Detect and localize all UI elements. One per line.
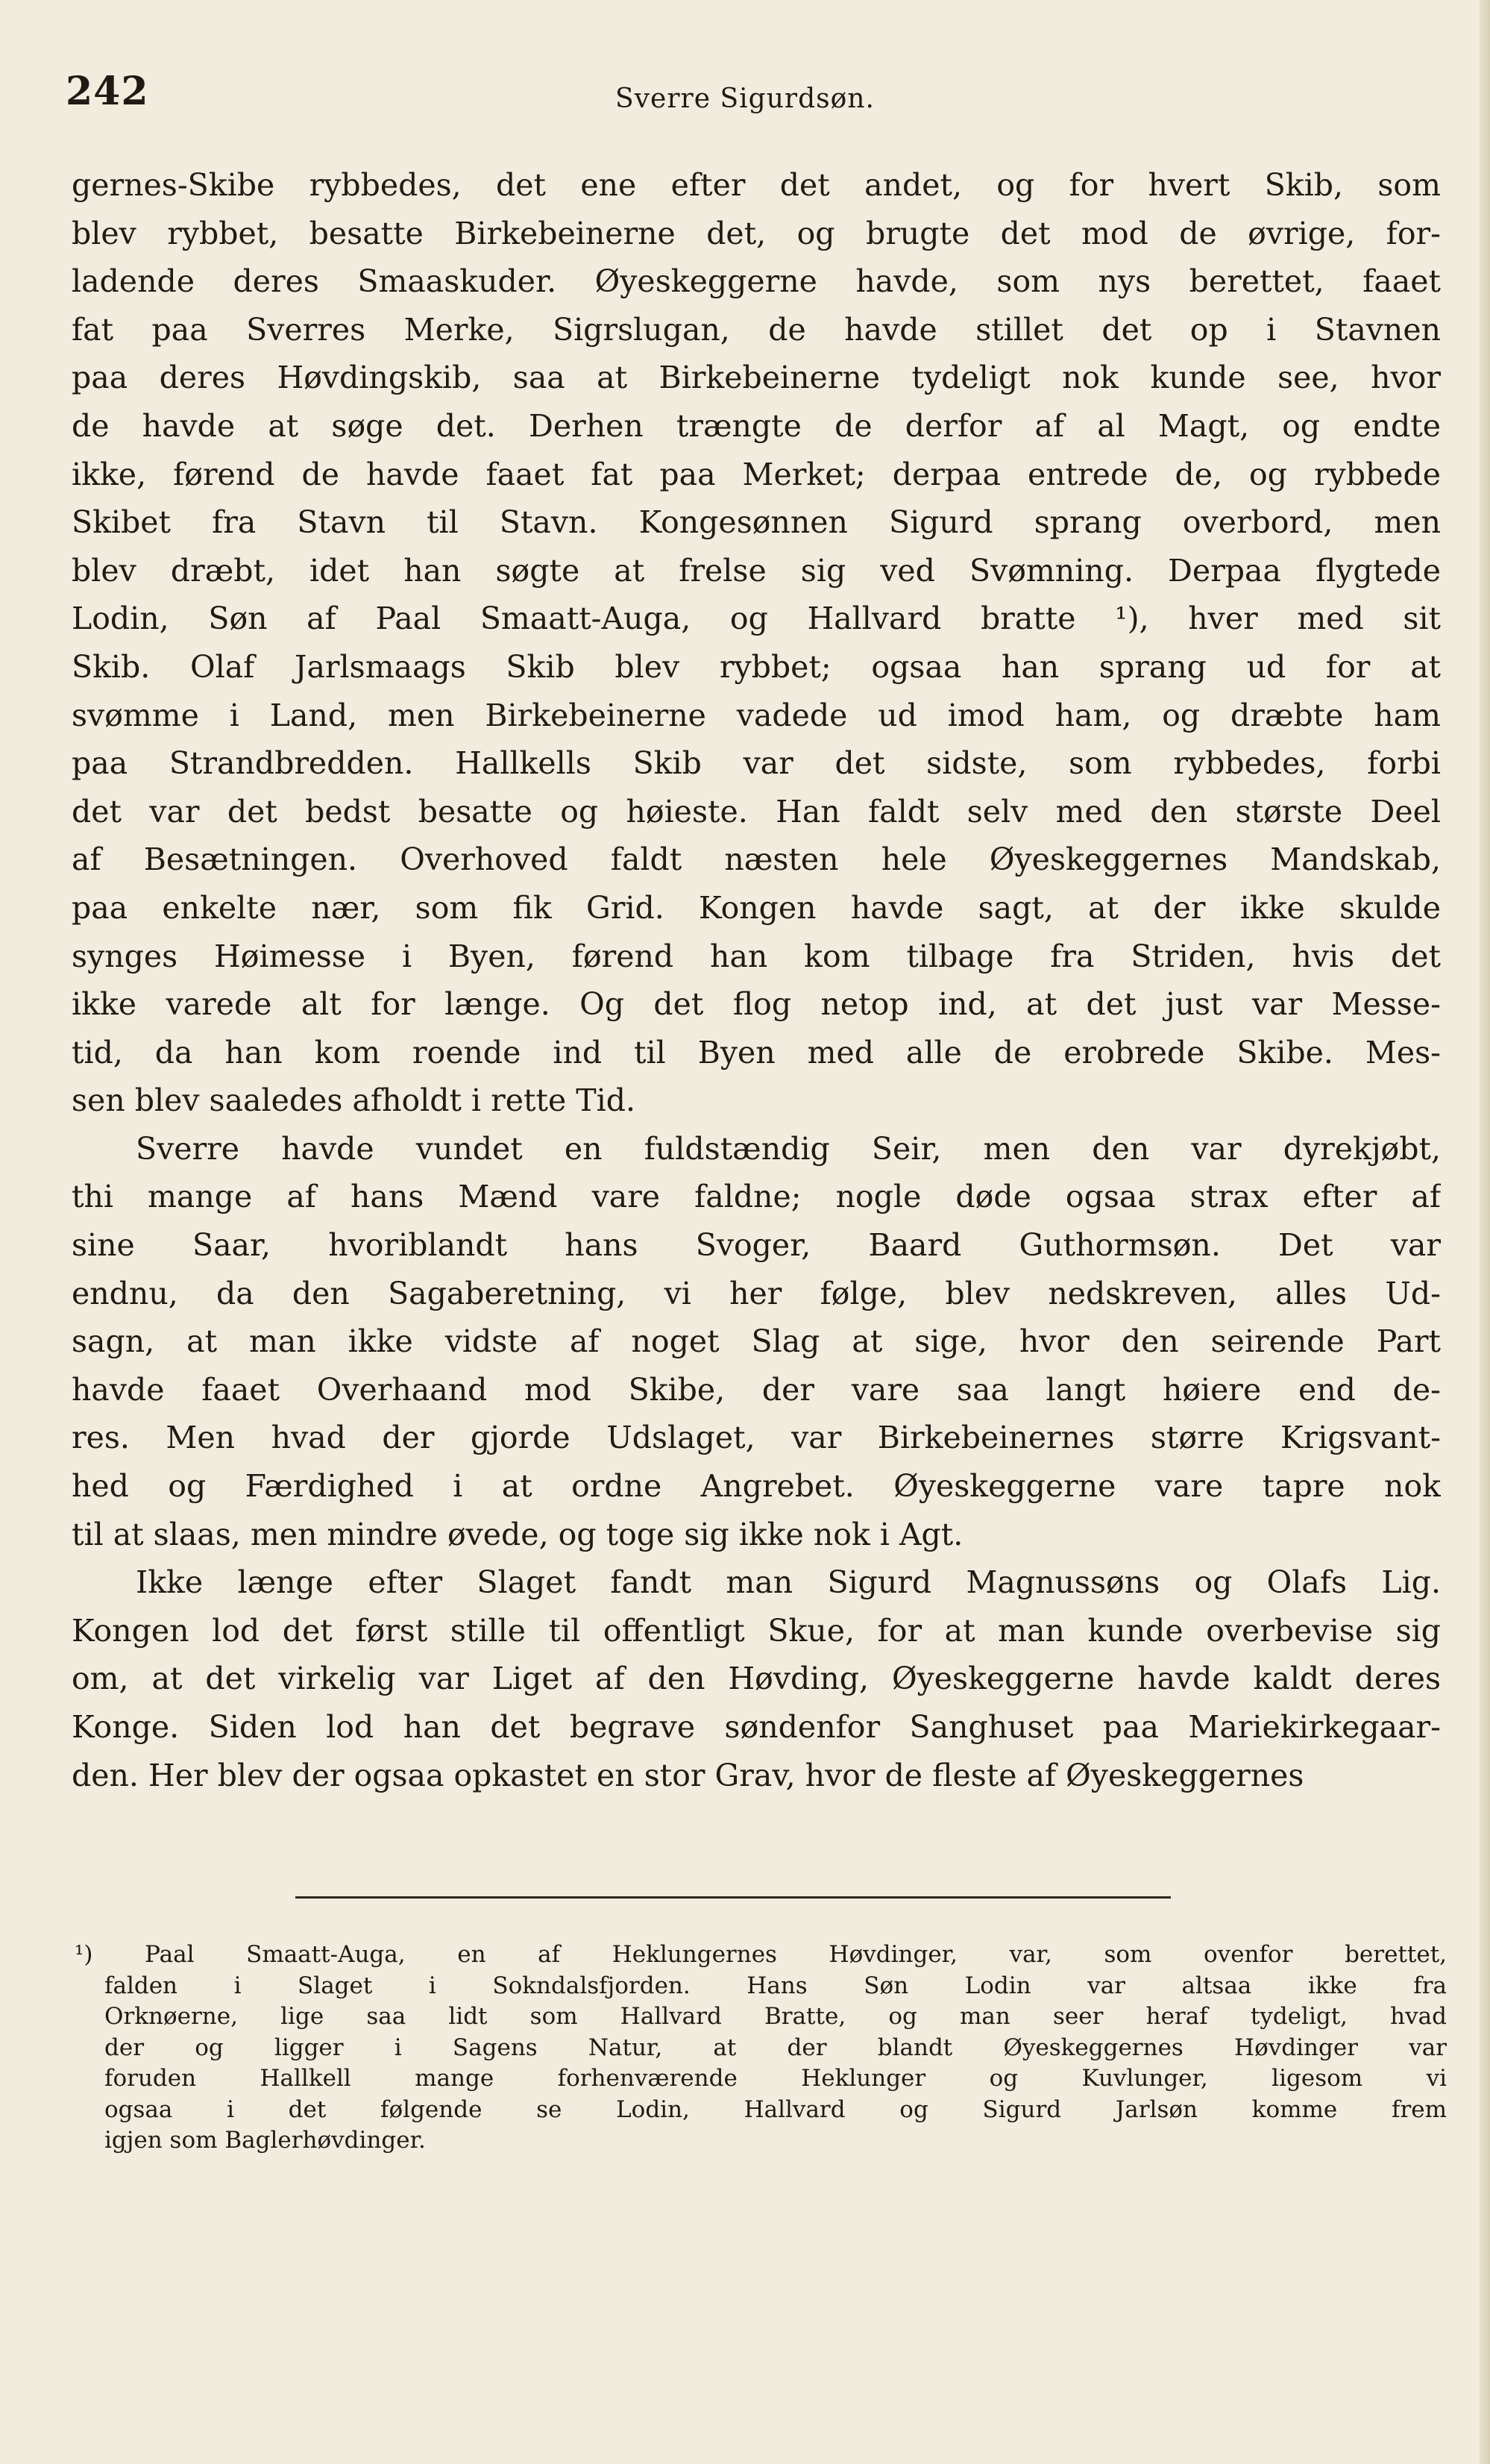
body-line: om, at det virkelig var Liget af den Høvding, Øyeskeggerne havde kaldt deres xyxy=(72,1661,1441,1697)
body-line: Skibet fra Stavn til Stavn. Kongesønnen Sigurd sprang overbord, men xyxy=(72,504,1441,541)
footnote-line: foruden Hallkell mange forhenværende Heklunger og Kuvlunger, ligesom vi xyxy=(104,2065,1447,2092)
body-line: Skib. Olaf Jarlsmaags Skib blev rybbet; ogsaa han sprang ud for at xyxy=(72,648,1441,685)
footnote-line: igjen som Baglerhøvdinger. xyxy=(104,2127,426,2154)
body-line: paa deres Høvdingskib, saa at Birkebeinerne tydeligt nok kunde see, hvor xyxy=(72,360,1441,396)
body-line: de havde at søge det. Derhen trængte de derfor af al Magt, og endte xyxy=(72,407,1441,444)
body-text xyxy=(72,161,1441,1799)
body-line: fat paa Sverres Merke, Sigrslugan, de havde stillet det op i Stavnen xyxy=(72,311,1441,348)
body-line: den. Her blev der ogsaa opkastet en stor Grav, hvor de fleste af Øyeskeggernes xyxy=(72,1757,1304,1793)
footnote-line: ogsaa i det følgende se Lodin, Hallvard og Sigurd Jarlsøn komme frem xyxy=(104,2095,1447,2123)
body-line: gernes-Skibe rybbedes, det ene efter det andet, og for hvert Skib, som xyxy=(72,167,1441,203)
body-line: hed og Færdighed i at ordne Angrebet. Øyeskeggerne vare tapre nok xyxy=(72,1468,1441,1505)
body-line: paa Strandbredden. Hallkells Skib var det sidste, som rybbedes, forbi xyxy=(72,745,1441,782)
page-number: 242 xyxy=(66,69,149,114)
body-line: thi mange af hans Mænd vare faldne; nogle døde ogsaa strax efter af xyxy=(72,1179,1441,1215)
running-title: Sverre Sigurdsøn. xyxy=(615,84,875,114)
footnote-line: ¹) Paal Smaatt-Auga, en af Heklungernes Høvdinger, var, som ovenfor berettet, xyxy=(75,1941,1447,1968)
body-line: sagn, at man ikke vidste af noget Slag at sige, hvor den seirende Part xyxy=(72,1323,1441,1360)
page-edge xyxy=(1480,0,1490,2464)
body-line: Sverre havde vundet en fuldstændig Seir, men den var dyrekjøbt, xyxy=(136,1130,1441,1167)
body-line: sen blev saaledes afholdt i rette Tid. xyxy=(72,1082,636,1119)
body-line: endnu, da den Sagaberetning, vi her følge, blev nedskreven, alles Ud- xyxy=(72,1275,1441,1311)
body-line: Konge. Siden lod han det begrave søndenfor Sanghuset paa Mariekirkegaar- xyxy=(72,1709,1441,1745)
body-line: det var det bedst besatte og høieste. Han faldt selv med den største Deel xyxy=(72,793,1441,830)
footnote-rule xyxy=(295,1896,1171,1899)
body-line: blev dræbt, idet han søgte at frelse sig ved Svømning. Derpaa flygtede xyxy=(72,552,1441,589)
footnote-block xyxy=(75,1940,1447,2157)
body-line: Ikke længe efter Slaget fandt man Sigurd Magnussøns og Olafs Lig. xyxy=(136,1564,1441,1601)
body-line: blev rybbet, besatte Birkebeinerne det, og brugte det mod de øvrige, for- xyxy=(72,215,1441,251)
footnote-line: Orknøerne, lige saa lidt som Hallvard Bratte, og man seer heraf tydeligt, hvad xyxy=(104,2003,1447,2030)
body-line: Kongen lod det først stille til offentligt Skue, for at man kunde overbevise sig xyxy=(72,1612,1441,1649)
footnote-line: der og ligger i Sagens Natur, at der blandt Øyeskeggernes Høvdinger var xyxy=(104,2034,1447,2061)
body-line: sine Saar, hvoriblandt hans Svoger, Baard Guthormsøn. Det var xyxy=(72,1227,1441,1264)
body-line: res. Men hvad der gjorde Udslaget, var Birkebeinernes større Krigsvant- xyxy=(72,1420,1441,1456)
body-line: til at slaas, men mindre øvede, og toge sig ikke nok i Agt. xyxy=(72,1516,964,1552)
body-line: af Besætningen. Overhoved faldt næsten hele Øyeskeggernes Mandskab, xyxy=(72,841,1441,878)
body-line: Lodin, Søn af Paal Smaatt-Auga, og Hallvard bratte ¹), hver med sit xyxy=(72,601,1441,637)
body-line: ikke varede alt for længe. Og det flog netop ind, at det just var Messe- xyxy=(72,986,1441,1023)
body-line: ikke, førend de havde faaet fat paa Merket; derpaa entrede de, og rybbede xyxy=(72,456,1441,492)
footnote-line: falden i Slaget i Sokndalsfjorden. Hans Søn Lodin var altsaa ikke fra xyxy=(104,1972,1447,1999)
body-line: paa enkelte nær, som fik Grid. Kongen havde sagt, at der ikke skulde xyxy=(72,889,1441,926)
body-line: havde faaet Overhaand mod Skibe, der vare saa langt høiere end de- xyxy=(72,1371,1441,1408)
body-line: svømme i Land, men Birkebeinerne vadede ud imod ham, og dræbte ham xyxy=(72,697,1441,733)
body-line: ladende deres Smaaskuder. Øyeskeggerne havde, som nys berettet, faaet xyxy=(72,263,1441,300)
body-line: tid, da han kom roende ind til Byen med alle de erobrede Skibe. Mes- xyxy=(72,1034,1441,1070)
body-line: synges Høimessе i Byen, førend han kom tilbage fra Striden, hvis det xyxy=(72,938,1441,974)
